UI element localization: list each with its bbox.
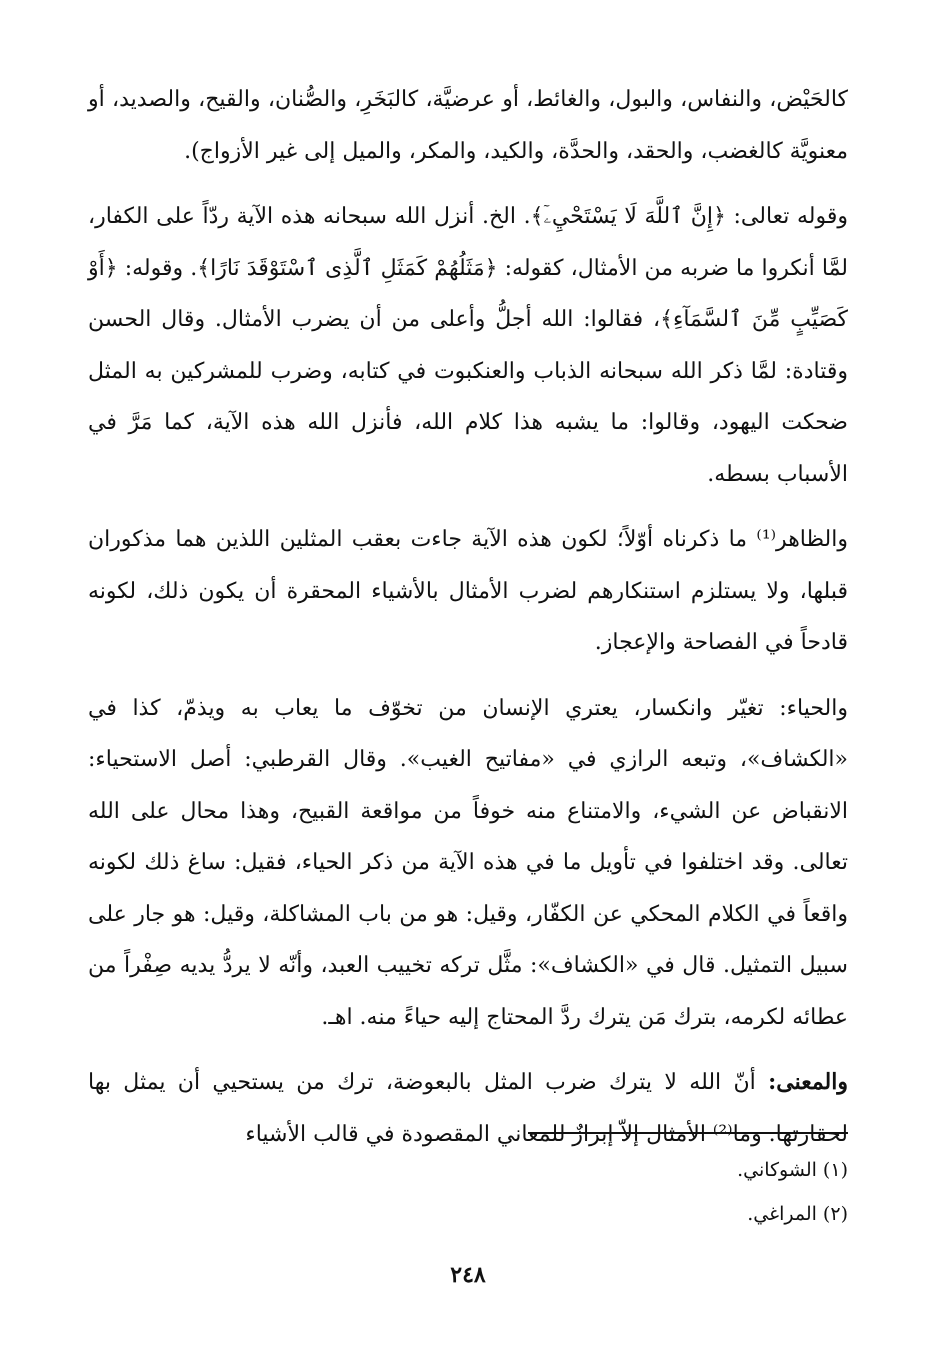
paragraph-3 <box>88 514 848 669</box>
page-number: ٢٤٨ <box>450 1262 486 1288</box>
paragraph-1-text: كالحَيْض، والنفاس، والبول، والغائط، أو عرضيَّة، كالبَخَرِ، والصُّنان، والقيح، والصديد، أو معنويَّة كالغضب، والحقد، والحدَّة، والكيد، والمكر، والميل إلى غير الأزواج). <box>88 87 848 164</box>
paragraph-4-text: والحياء: تغيّر وانكسار، يعتري الإنسان من تخوّف ما يعاب به ويذمّ، كذا في «الكشاف»، وتبعه الرازي في «مفاتيح الغيب». وقال القرطبي: أصل الاستحياء: الانقباض عن الشيء، والامتناع منه خوفاً من مواقعة القبيح، وهذا محال على الله تعالى. وقد اختلفوا في تأويل ما في هذه الآية من ذكر الحياء، فقيل: ساغ ذلك لكونه واقعاً في الكلام المحكي عن الكفّار، وقيل: هو من باب المشاكلة، وقيل: هو جار على سبيل التمثيل. قال في «الكشاف»: مثَّل تركه تخييب العبد، وأنّه لا يردُّ يديه صِفْراً من عطائه لكرمه، بترك مَن يترك ردَّ المحتاج إليه حياءً منه. اهـ. <box>88 695 848 1030</box>
paragraph-5-text: أنّ الله لا يترك ضرب المثل بالبعوضة، ترك من يستحيي أن يمثل بها لحقارتها. وما⁽²⁾ الأمثال إلاّ إبرازٌ للمعاني المقصودة في قالب الأشياء <box>88 1070 848 1147</box>
paragraph-5-lead: والمعنى: <box>768 1069 848 1095</box>
paragraph-3-text: والظاهر⁽¹⁾ ما ذكرناه أوّلاً؛ لكون هذه الآية جاءت بعقب المثلين اللذين هما مذكوران قبلها، ولا يستلزم استنكارهم لضرب الأمثال بالأشياء المحقرة أن يكون ذلك، لكونه قادحاً في الفصاحة والإعجاز. <box>88 527 848 655</box>
paragraph-2-text: وقوله تعالى: ﴿إِنَّ ٱللَّهَ لَا يَسْتَحْيِۦٓ﴾. الخ. أنزل الله سبحانه هذه الآية ردّاً على الكفار، لمَّا أنكروا ما ضربه من الأمثال، كقوله: ﴿مَثَلُهُمْ كَمَثَلِ ٱلَّذِى ٱسْتَوْقَدَ نَارًا﴾. وقوله: ﴿أَوْ كَصَيِّبٍ مِّنَ ٱلسَّمَآءِ﴾، فقالوا: الله أجلُّ وأعلى من أن يضرب الأمثال. وقال الحسن وقتادة: لمَّا ذكر الله سبحانه الذباب والعنكبوت في كتابه، وضرب للمشركين به المثل ضحكت اليهود، وقالوا: ما يشبه هذا كلام الله، فأنزل الله هذه الآية، كما مَرَّ في الأسباب بسطه. <box>88 204 848 487</box>
footnote-2: (٢) المراغي. <box>747 1203 848 1225</box>
paragraph-1 <box>88 74 848 177</box>
paragraph-4 <box>88 683 848 1044</box>
paragraph-5 <box>88 1057 848 1160</box>
footnote-divider <box>528 1132 848 1134</box>
page-body <box>88 74 848 1172</box>
footnotes <box>348 1148 848 1236</box>
footnote-1: (١) الشوكاني. <box>737 1159 848 1181</box>
paragraph-2 <box>88 191 848 500</box>
